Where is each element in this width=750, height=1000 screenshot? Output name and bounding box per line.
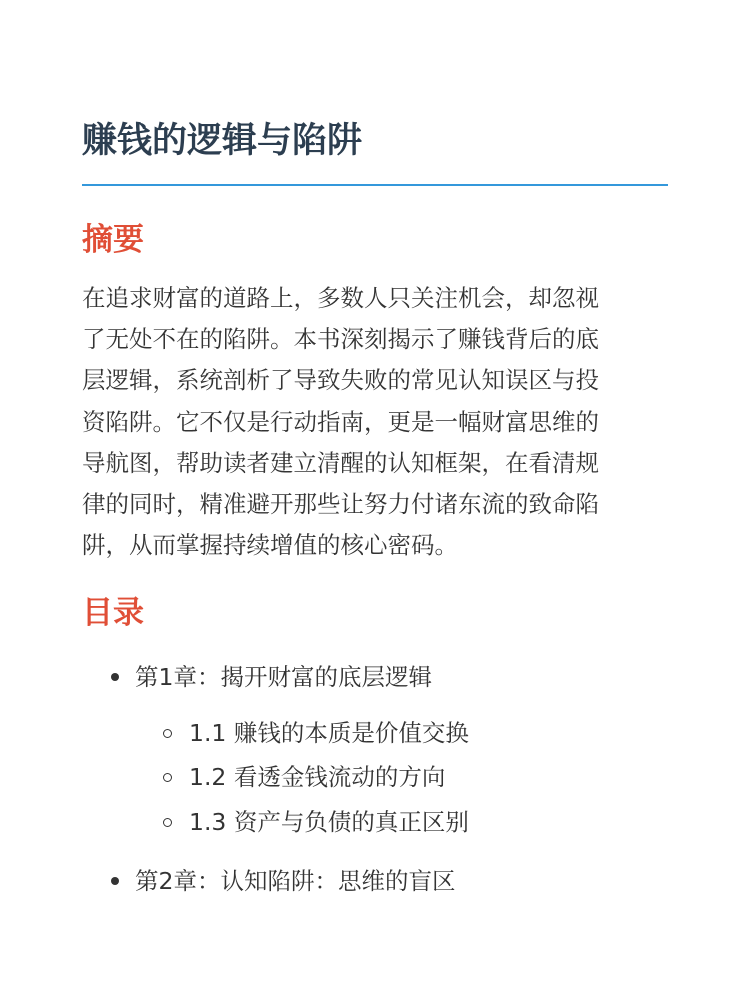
toc-heading: 目录 xyxy=(82,595,144,631)
document-title: 赚钱的逻辑与陷阱 xyxy=(82,121,363,161)
abstract-line: 阱，从而掌握持续增值的核心密码。 xyxy=(82,531,458,560)
title-divider xyxy=(82,184,668,186)
toc-chapter-2[interactable]: 第2章：认知陷阱：思维的盲区 xyxy=(135,867,456,895)
abstract-line: 层逻辑，系统剖析了导致失败的常见认知误区与投 xyxy=(82,366,599,395)
toc-section-1-2[interactable]: 1.2 看透金钱流动的方向 xyxy=(189,763,446,791)
bullet-circle-icon xyxy=(163,773,172,782)
toc-section-1-3[interactable]: 1.3 资产与负债的真正区别 xyxy=(189,808,469,836)
abstract-heading: 摘要 xyxy=(82,222,144,258)
toc-section-1-1[interactable]: 1.1 赚钱的本质是价值交换 xyxy=(189,719,469,747)
bullet-circle-icon xyxy=(163,729,172,738)
abstract-line: 律的同时，精准避开那些让努力付诸东流的致命陷 xyxy=(82,490,599,519)
abstract-line: 导航图，帮助读者建立清醒的认知框架，在看清规 xyxy=(82,448,599,477)
abstract-paragraph xyxy=(82,278,672,566)
abstract-line: 在追求财富的道路上，多数人只关注机会，却忽视 xyxy=(82,284,599,312)
toc-chapter-1[interactable]: 第1章：揭开财富的底层逻辑 xyxy=(135,663,432,691)
abstract-line: 了无处不在的陷阱。本书深刻揭示了赚钱背后的底 xyxy=(82,325,599,354)
abstract-line: 资陷阱。它不仅是行动指南，更是一幅财富思维的 xyxy=(82,407,599,436)
bullet-dot-icon xyxy=(111,673,119,681)
bullet-circle-icon xyxy=(163,818,172,827)
bullet-dot-icon xyxy=(111,877,119,885)
